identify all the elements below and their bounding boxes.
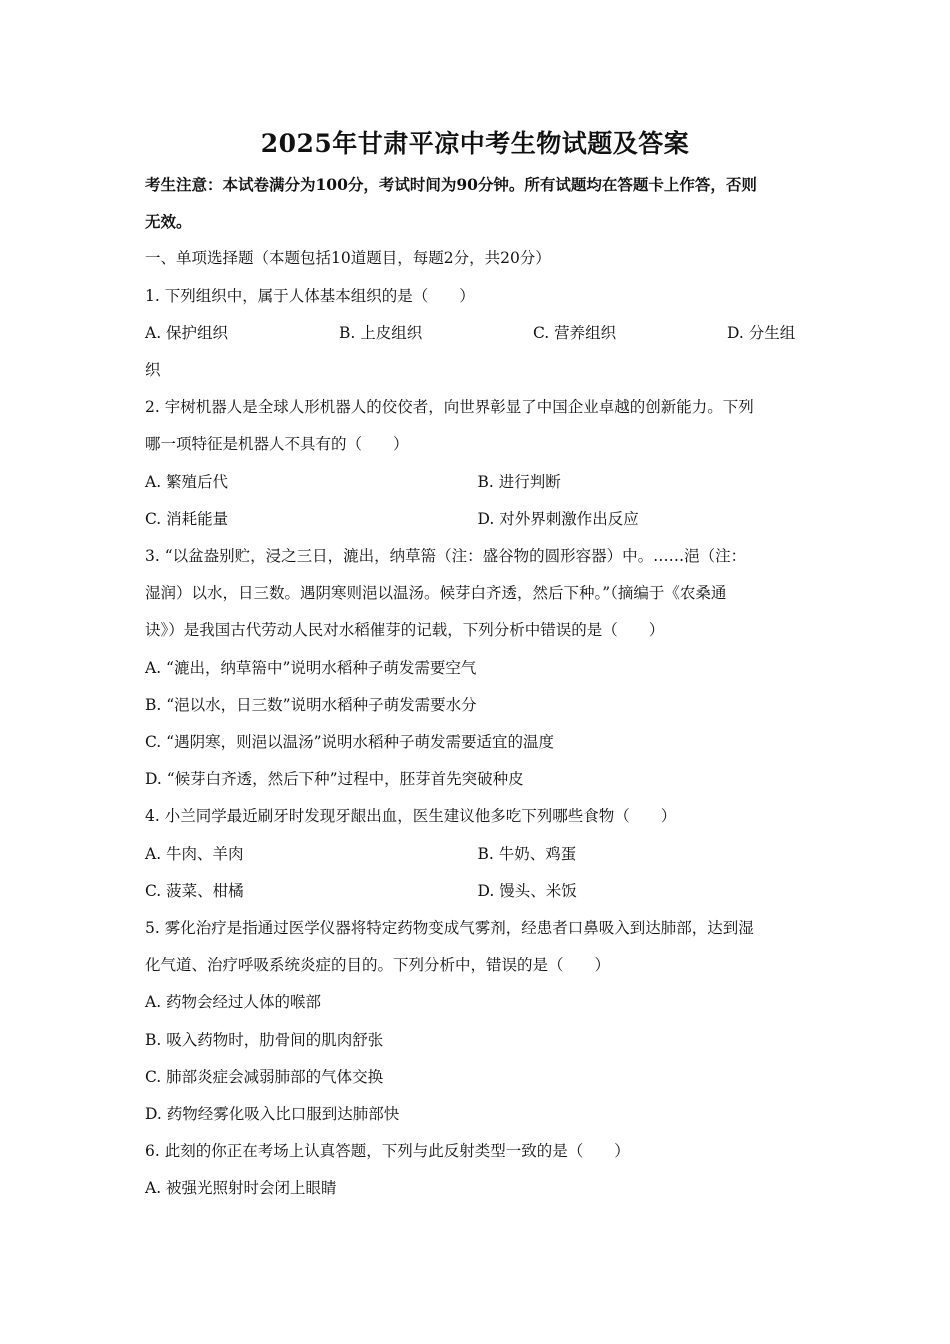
question-3-stem: 诀》）是我国古代劳动人民对水稻催芽的记载，下列分析中错误的是（ ） <box>145 621 665 640</box>
question-4-option-d: D. 馒头、米饭 <box>477 881 577 900</box>
question-3-option-b: B. “浥以水，日三数”说明水稻种子萌发需要水分 <box>145 695 477 714</box>
question-3-stem: 湿润）以水，日三数。遇阴寒则浥以温汤。候芽白齐透，然后下种。”（摘编于《农桑通 <box>145 584 727 603</box>
question-3-option-c: C. “遇阴寒，则浥以温汤”说明水稻种子萌发需要适宜的温度 <box>145 733 555 752</box>
question-6-option-a: A. 被强光照射时会闭上眼睛 <box>145 1179 337 1198</box>
exam-body <box>145 166 810 1208</box>
question-2-option-d: D. 对外界刺激作出反应 <box>477 509 639 528</box>
question-1-option-d-wrap: 织 <box>145 361 161 380</box>
question-3-option-d: D. “候芽白齐透，然后下种”过程中，胚芽首先突破种皮 <box>145 770 524 789</box>
question-2-stem: 哪一项特征是机器人不具有的（ ） <box>145 435 409 454</box>
question-2-option-b: B. 进行判断 <box>477 472 561 491</box>
question-5-option-c: C. 肺部炎症会减弱肺部的气体交换 <box>145 1067 384 1086</box>
question-3-stem: 3. “以盆盎别贮，浸之三日，漉出，纳草篅（注：盛谷物的圆形容器）中。……浥（注： <box>145 547 747 566</box>
question-1-option-d: D. 分生组 <box>727 323 796 342</box>
page-title: 2025年甘肃平凉中考生物试题及答案 <box>260 129 690 158</box>
question-3-option-a: A. “漉出，纳草篅中”说明水稻种子萌发需要空气 <box>145 658 477 677</box>
question-4-option-a: A. 牛肉、羊肉 <box>145 844 244 863</box>
question-4-stem: 4. 小兰同学最近刷牙时发现牙龈出血，医生建议他多吃下列哪些食物（ ） <box>145 807 677 826</box>
question-1-option-a: A. 保护组织 <box>145 323 229 342</box>
question-5-option-d: D. 药物经雾化吸入比口服到达肺部快 <box>145 1105 400 1124</box>
question-4-option-c: C. 菠菜、柑橘 <box>145 881 244 900</box>
notice-line: 无效。 <box>145 212 192 232</box>
question-1-option-c: C. 营养组织 <box>533 323 617 342</box>
question-6-stem: 6. 此刻的你正在考场上认真答题，下列与此反射类型一致的是（ ） <box>145 1142 630 1161</box>
question-2-options-row <box>145 464 810 501</box>
question-1-options <box>145 315 810 352</box>
question-4-options-row <box>145 836 810 873</box>
question-5-stem: 5. 雾化治疗是指通过医学仪器将特定药物变成气雾剂，经患者口鼻吸入到达肺部，达到湿 <box>145 919 754 938</box>
question-5-option-a: A. 药物会经过人体的喉部 <box>145 993 322 1012</box>
question-2-options-row <box>145 501 810 538</box>
question-5-option-b: B. 吸入药物时，肋骨间的肌肉舒张 <box>145 1030 384 1049</box>
question-1-stem: 1. 下列组织中，属于人体基本组织的是（ ） <box>145 286 475 305</box>
question-4-options-row <box>145 873 810 910</box>
question-2-option-c: C. 消耗能量 <box>145 509 229 528</box>
section-heading: 一、单项选择题（本题包括10道题目，每题2分，共20分） <box>145 249 551 268</box>
notice-line: 考生注意：本试卷满分为100分，考试时间为90分钟。所有试题均在答题卡上作答，否则 <box>145 175 757 194</box>
question-2-option-a: A. 繁殖后代 <box>145 472 229 491</box>
question-4-option-b: B. 牛奶、鸡蛋 <box>477 844 577 863</box>
question-5-stem: 化气道、治疗呼吸系统炎症的目的。下列分析中，错误的是（ ） <box>145 956 611 975</box>
question-2-stem: 2. 宇树机器人是全球人形机器人的佼佼者，向世界彰显了中国企业卓越的创新能力。下列 <box>145 398 754 417</box>
question-1-option-b: B. 上皮组织 <box>339 323 423 342</box>
